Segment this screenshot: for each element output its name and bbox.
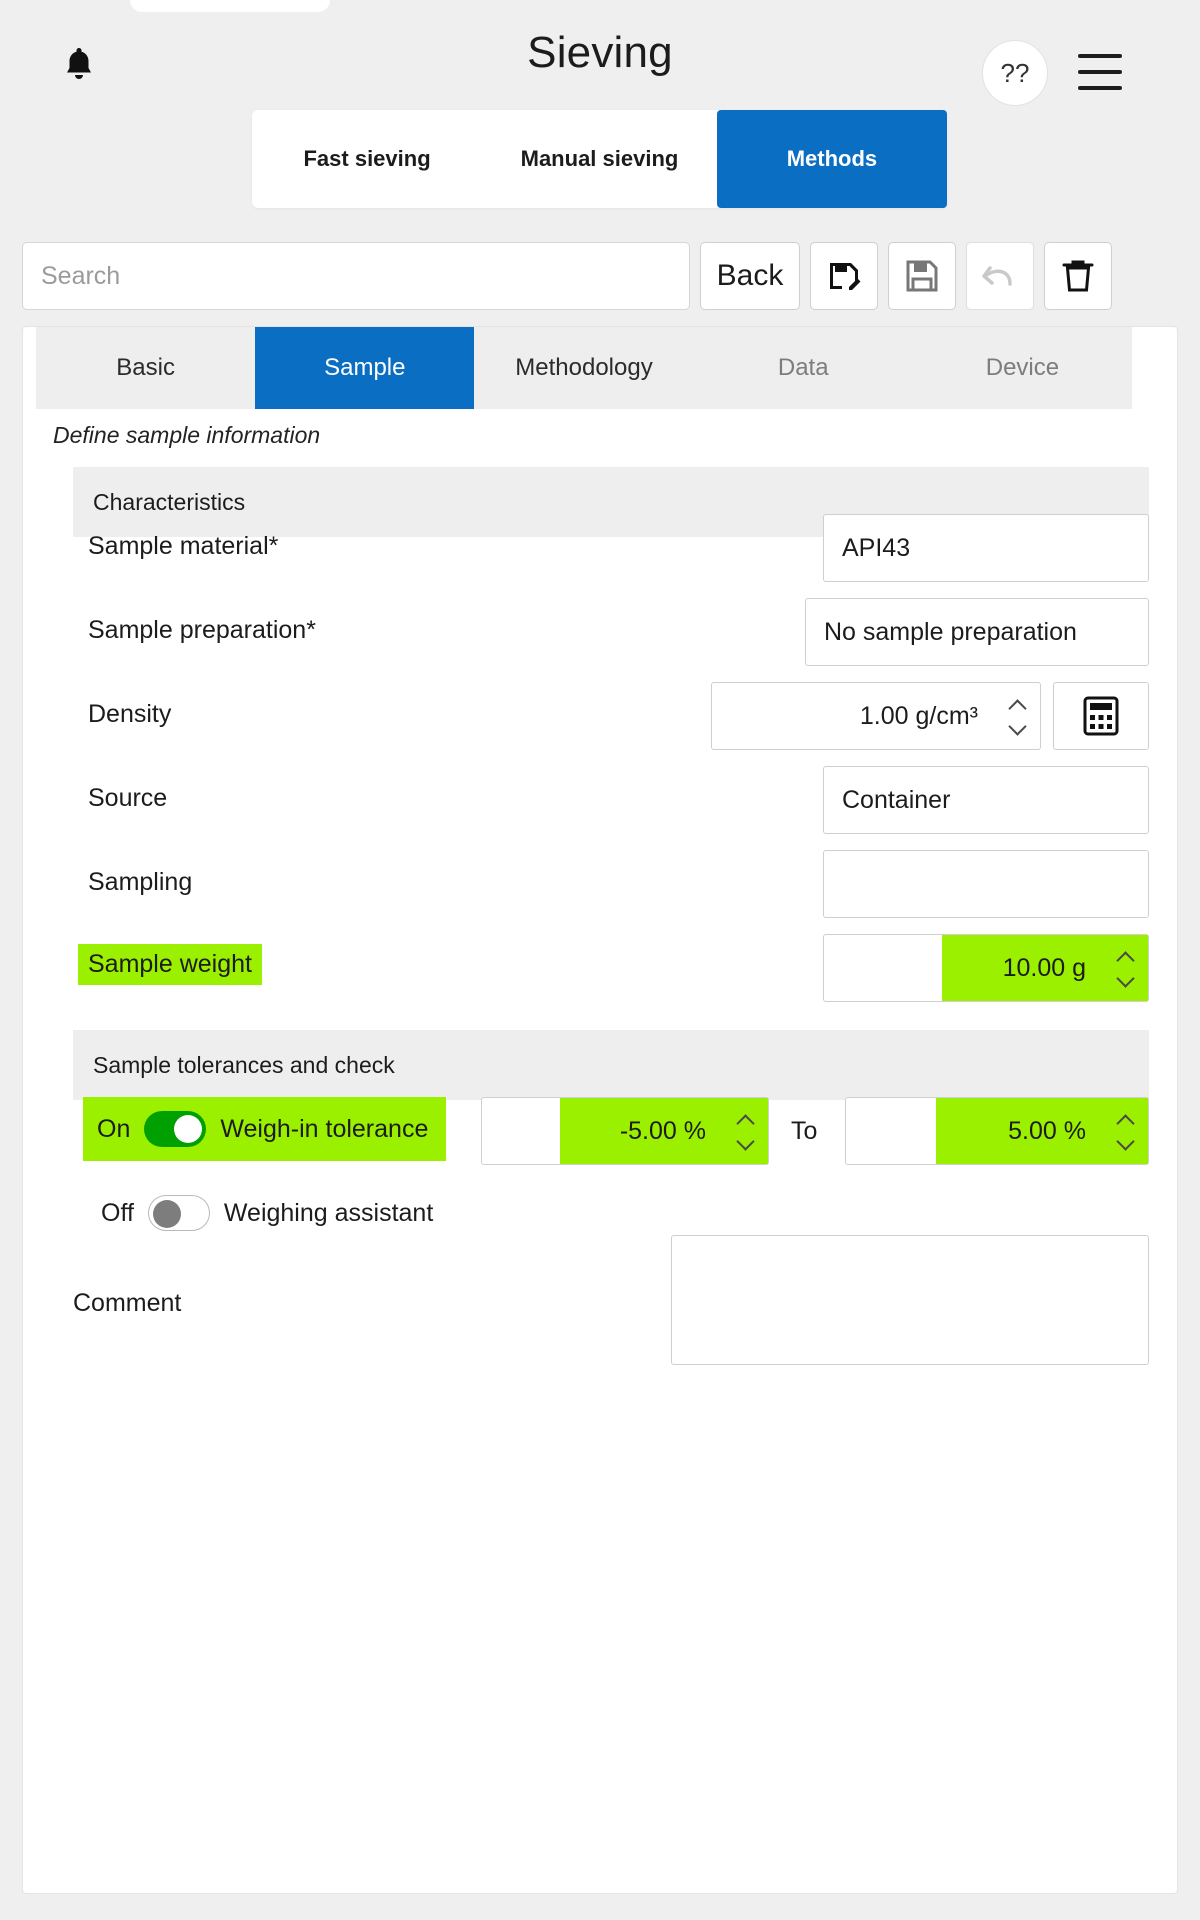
chevron-up-icon[interactable]	[1118, 1116, 1134, 1125]
method-editor-panel	[22, 326, 1178, 1894]
chevron-up-icon[interactable]	[1010, 701, 1026, 710]
chevron-down-icon[interactable]	[738, 1137, 754, 1146]
label-sample-weight: Sample weight	[78, 944, 262, 985]
sample-material-value: API43	[842, 533, 911, 562]
weigh-in-tolerance-max-input[interactable]	[845, 1097, 1149, 1165]
label-sample-material: Sample material*	[88, 532, 279, 560]
help-button[interactable]	[982, 40, 1048, 106]
label-comment: Comment	[73, 1289, 182, 1317]
undo-icon[interactable]	[966, 242, 1034, 310]
label-density: Density	[88, 700, 172, 728]
source-value: Container	[842, 785, 951, 814]
tolerance-min-stepper[interactable]	[724, 1098, 768, 1164]
tab-data-label: Data	[777, 354, 829, 381]
tab-device[interactable]	[913, 327, 1132, 409]
density-value: 1.00 g/cm³	[859, 701, 978, 730]
tab-manual-sieving[interactable]	[482, 110, 717, 208]
tolerance-to-label: To	[791, 1117, 818, 1145]
tab-methodology[interactable]	[474, 327, 693, 409]
chevron-down-icon[interactable]	[1118, 974, 1134, 983]
search-input[interactable]	[22, 242, 690, 310]
sample-weight-stepper[interactable]	[1104, 935, 1148, 1001]
tab-fast-sieving[interactable]	[252, 110, 482, 208]
tolerance-max-stepper[interactable]	[1104, 1098, 1148, 1164]
tab-methodology-label: Methodology	[515, 354, 653, 381]
help-button-label: ??	[1000, 57, 1030, 88]
toggle-switch-off-icon[interactable]	[148, 1195, 210, 1231]
tab-methods[interactable]	[717, 110, 947, 208]
chevron-down-icon[interactable]	[1118, 1137, 1134, 1146]
sample-weight-input[interactable]	[823, 934, 1149, 1002]
sampling-input[interactable]	[823, 850, 1149, 918]
chevron-up-icon[interactable]	[1118, 953, 1134, 962]
sample-material-input[interactable]	[823, 514, 1149, 582]
save-as-icon[interactable]	[810, 242, 878, 310]
tab-basic-label: Basic	[116, 354, 175, 381]
source-input[interactable]	[823, 766, 1149, 834]
weigh-in-tolerance-min-value: -5.00 %	[619, 1116, 706, 1145]
toggle-switch-on-icon[interactable]	[144, 1111, 206, 1147]
sample-weight-prefix	[824, 935, 942, 1001]
page-title: Sieving	[527, 28, 673, 77]
tab-sample[interactable]	[255, 327, 474, 409]
device-notch	[130, 0, 330, 12]
weigh-in-tolerance-state: On	[97, 1114, 131, 1143]
weigh-in-tolerance-toggle[interactable]	[83, 1097, 446, 1161]
section-tab-bar	[36, 327, 1132, 409]
back-button[interactable]	[700, 242, 800, 310]
sample-preparation-select[interactable]	[805, 598, 1149, 666]
trash-icon[interactable]	[1044, 242, 1112, 310]
sample-weight-value: 10.00 g	[1002, 953, 1086, 982]
weigh-in-tolerance-min-input[interactable]	[481, 1097, 769, 1165]
back-button-label: Back	[716, 259, 784, 292]
section-caption: Define sample information	[53, 422, 321, 448]
hamburger-menu-icon[interactable]	[1078, 54, 1122, 90]
label-source: Source	[88, 784, 168, 812]
tab-device-label: Device	[985, 354, 1060, 381]
tab-methods-label: Methods	[786, 146, 878, 171]
tab-basic[interactable]	[36, 327, 255, 409]
density-stepper[interactable]	[996, 683, 1040, 749]
chevron-up-icon[interactable]	[738, 1116, 754, 1125]
group-header-characteristics: Characteristics	[73, 467, 1149, 537]
weigh-in-tolerance-label: Weigh-in tolerance	[220, 1114, 429, 1143]
weighing-assistant-label: Weighing assistant	[223, 1198, 434, 1227]
tab-manual-sieving-label: Manual sieving	[520, 146, 679, 171]
comment-textarea[interactable]	[671, 1235, 1149, 1365]
chevron-down-icon[interactable]	[1010, 722, 1026, 731]
title-bar	[0, 0, 1200, 112]
tab-data[interactable]	[694, 327, 913, 409]
calculator-icon[interactable]	[1053, 682, 1149, 750]
save-icon[interactable]	[888, 242, 956, 310]
label-sample-preparation: Sample preparation*	[88, 616, 316, 644]
mode-tab-bar	[252, 110, 947, 208]
sample-preparation-value: No sample preparation	[824, 617, 1077, 646]
weighing-assistant-toggle[interactable]	[101, 1195, 433, 1231]
weighing-assistant-state: Off	[101, 1198, 134, 1227]
label-sampling: Sampling	[88, 868, 193, 896]
weigh-in-tolerance-max-value: 5.00 %	[1008, 1116, 1086, 1145]
tab-sample-label: Sample	[324, 354, 406, 381]
tab-fast-sieving-label: Fast sieving	[303, 146, 431, 171]
density-input[interactable]	[711, 682, 1041, 750]
toolbar	[22, 242, 1178, 310]
group-header-tolerances: Sample tolerances and check	[73, 1030, 1149, 1100]
